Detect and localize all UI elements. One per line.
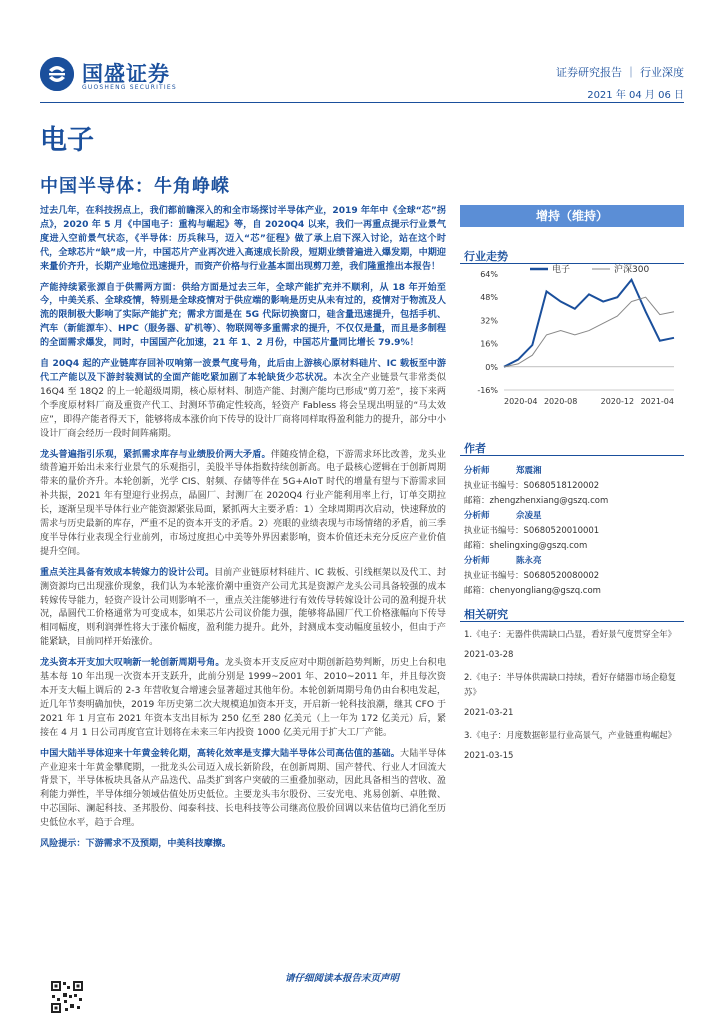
- paragraph-risk: 风险提示：下游需求不及预期，中美科技摩擦。: [40, 839, 231, 850]
- paragraph-capex: 龙头资本开支加大叹响新一轮创新周期号角。龙头资本开支反应对中期创新趋势判断，历史上台积电基本每 10 年出现一次资本开支跃升，此前分别是 1999~2001 年、2010~2011 年，并且每次资本开支大幅上调后的 2-3 年营收复合增速会显著超过其他年份。本轮创新周期号角仍由台积电发起，近几年节奏明确加快，2019 年历史第二次大规模追加资本开支，开启新一轮科技浪潮，继其 CFO 于 2021 年 1 月宣布 2021 年资本支出目标为 250 亿至 280 亿美元（上一年为 172 亿美元）后，紧接在 4 月 1 日公司再度官宣计划将在未来三年内投资 1000 亿美元用于扩大工厂产能。: [40, 658, 446, 738]
- analyst-email-link[interactable]: zhengzhenxiang@gszq.com: [489, 496, 609, 506]
- report-type: 证券研究报告 ｜ 行业深度: [556, 66, 684, 79]
- y-tick-label: 0%: [485, 362, 498, 372]
- paragraph-capacity: 产能持续紧张源自于供需两方面：供给方面是过去三年，全球产能扩充并不顺利，从 18 年开始至今，中美关系、全球疫情，特别是全球疫情对于供应端的影响是历史从未有过的，疫情对于物流及人流的限制极大影响了实际产能扩充；需求方面是在 5G 代际切换窗口，硅含量迅速提升，包括手机、汽车（新能源车）、HPC（服务器、矿机等）、物联网等多重需求的提升，不仅仅是量，而且是多制程的全面需求爆发，同时，中国国产化加速，21 年 1、2 月份，中国芯片量同比增长 79.9%！: [40, 282, 446, 349]
- logo-english-name: GUOSHENG SECURITIES: [82, 84, 177, 91]
- analyst-list: [464, 464, 688, 599]
- related-divider: [460, 621, 684, 622]
- related-item[interactable]: 2.《电子：半导体供需缺口持续，看好存储器市场企稳复苏》 2021-03-21: [464, 673, 677, 718]
- x-tick-label: 2020-08: [543, 397, 578, 406]
- guosheng-logo-icon: [40, 57, 74, 91]
- footer-disclaimer: 请仔细阅读本报告末页声明: [285, 973, 400, 984]
- paragraph-inventory: 自 20Q4 起的产业链库存回补叹响第一波景气度号角，此后由上游核心原材料硅片、IC 载板至中游代工产能以及下游封装测试的全面产能吃紧加剧了本轮缺货少芯状况。本次全产业链景气非常类似 16Q4 至 18Q2 的上一轮超级周期，核心原材料、制造产能、封测产能均已形成“剪刀差”，接下来两个季度原材料厂商及重资产代工、封测环节确定性较高，轻资产 Fabless 将会呈现出明显的“马太效应”，即得产能者得天下，能够将成本涨价向下传导的设计厂商将同样取得盈利能力的提升，部分中小设计厂商会经历一段时间阵痛期。: [40, 359, 446, 439]
- paragraph-intro: 过去几年，在科技拐点上，我们都前瞻深入的和全市场探讨半导体产业，2019 年年中《全球“芯”拐点》，2020 年 5 月《中国电子：重构与崛起》等，自 2020Q4 以来，我们一再重点提示行业景气度进入空前景气状态，《半导体：历兵秣马，迈入“芯”征程》做了承上启下深入讨论，站在这个时代，全球芯片“缺”成一片，中国芯片产业再次进入高速成长阶段，短期业绩普遍进入爆发期，中期迎来量价齐升，长期产业地位迅速提升，而资产价格与行业基本面出现剪刀差，我们隆重推出本报告！: [40, 206, 446, 272]
- paragraph-design-companies: 重点关注具备有效成本转嫁力的设计公司。目前产业链原材料硅片、IC 载板、引线框架以及代工、封测资源均已出现涨价现象，我们认为本轮涨价潮中重资产公司尤其是资源产龙头公司具备较强的成本转嫁传导能力，轻资产设计公司则影响不一，重点关注能够进行有效传导转嫁设计公司的盈利提升状况，晶圆代工价格通常为可变成本，如果芯片公司议价能力强，能够将晶圆厂代工价格涨幅向下传导相同幅度，则利润弹性将大于涨价幅度，盈利能力提升。此外，封测成本变动幅度虽较小，但由于产能紧缺，目前同样开始涨价。: [40, 567, 446, 648]
- related-item[interactable]: 3.《电子：月度数据彰显行业高景气，产业链重构崛起》 2021-03-15: [464, 731, 677, 761]
- legend-label: 沪深300: [614, 265, 650, 275]
- authors-heading: 作者: [464, 442, 486, 455]
- header-divider: [40, 102, 684, 103]
- rating-badge: 增持（维持）: [460, 205, 684, 227]
- paragraph-china-semis: 中国大陆半导体迎来十年黄金转化期，高转化效率是支撑大陆半导体公司高估值的基础。大陆半导体产业迎来十年黄金攀爬期，一批龙头公司迈入成长新阶段，在创新周期、国产替代、行业人才回流大背景下，半导体板块具备从产品迭代、品类扩到客户突破的三重叠加驱动，因此具备相当的营收、盈利能力弹性，半导体细分领域估值处历史低位。主要龙头韦尔股份、三安光电、兆易创新、卓胜微、中芯国际、澜起科技、圣邦股份、闻泰科技、长电科技等公司继高位股价回调以来估值均已消化至历史低位水平，趋于合理。: [40, 748, 446, 829]
- y-tick-label: 16%: [480, 339, 498, 349]
- paragraph-leaders: 龙头普遍指引乐观，紧抓需求库存与业绩股价两大矛盾。伴随疫情企稳，下游需求环比改善，龙头业绩普遍开始出未来行业景气的乐观指引，美股半导体指数持续创新高。电子最核心逻辑在于创新周期带来的量价齐升。本轮创新，光学 CIS、射频、存储等伴在 5G+AIoT 时代的增量有望与下游需求回补共振，2021 年有望迎行业拐点，晶圆厂、封测厂在 2020Q4 行业产能利用率上行，订单交期拉长，逐渐呈现半导体行业产能资源紧张局面，紧抓两大主要矛盾：1）全球周期再次启动，快速释放的需求与历史最新的库存，严重不足的资本开支的矛盾。2）亮眼的业绩表现与市场情绪的矛盾，前三季度半导体行业表现全行业前列，市场过度担心中美等外界因素影响，资本价值还未充分反应产业价值提升空间。: [40, 449, 446, 557]
- series-line-csi300: [504, 297, 674, 367]
- analyst-2: 分析师 佘凌星 执业证书编号：S0680520010001 邮箱：shelingxing@gszq.com: [464, 511, 600, 551]
- authors-divider: [460, 455, 684, 456]
- x-tick-label: 2020-04: [504, 397, 538, 406]
- qr-code-icon: [50, 980, 84, 1014]
- main-body: [40, 205, 446, 859]
- trend-heading: 行业走势: [464, 250, 508, 263]
- series-line-electronics: [504, 280, 674, 367]
- related-research-list: [464, 628, 688, 772]
- related-heading: 相关研究: [464, 608, 508, 621]
- y-tick-label: 48%: [480, 293, 498, 303]
- x-tick-label: 2021-04: [640, 397, 674, 406]
- analyst-email-link[interactable]: shelingxing@gszq.com: [489, 541, 588, 551]
- y-tick-label: 64%: [480, 270, 498, 279]
- industry-trend-chart: [460, 264, 684, 414]
- related-item[interactable]: 1.《电子：无器件供需缺口凸显，看好景气度贯穿全年》 2021-03-28: [464, 630, 677, 660]
- report-title: 中国半导体：牛角峥嵘: [40, 176, 230, 197]
- analyst-1: 分析师 郑震湘 执业证书编号：S0680518120002 邮箱：zhengzhenxiang@gszq.com: [464, 466, 609, 506]
- sector-title: 电子: [40, 125, 94, 156]
- x-tick-label: 2020-12: [600, 397, 635, 406]
- legend-label: 电子: [552, 265, 571, 275]
- y-tick-label: -16%: [477, 386, 498, 395]
- analyst-3: 分析师 陈永亮 执业证书编号：S0680520080002 邮箱：chenyongliang@gszq.com: [464, 556, 601, 596]
- logo-chinese-name: 国盛证券: [82, 62, 170, 86]
- report-date: 2021 年 04 月 06 日: [587, 90, 684, 101]
- y-tick-label: 32%: [480, 316, 498, 326]
- analyst-email-link[interactable]: chenyongliang@gszq.com: [489, 586, 601, 596]
